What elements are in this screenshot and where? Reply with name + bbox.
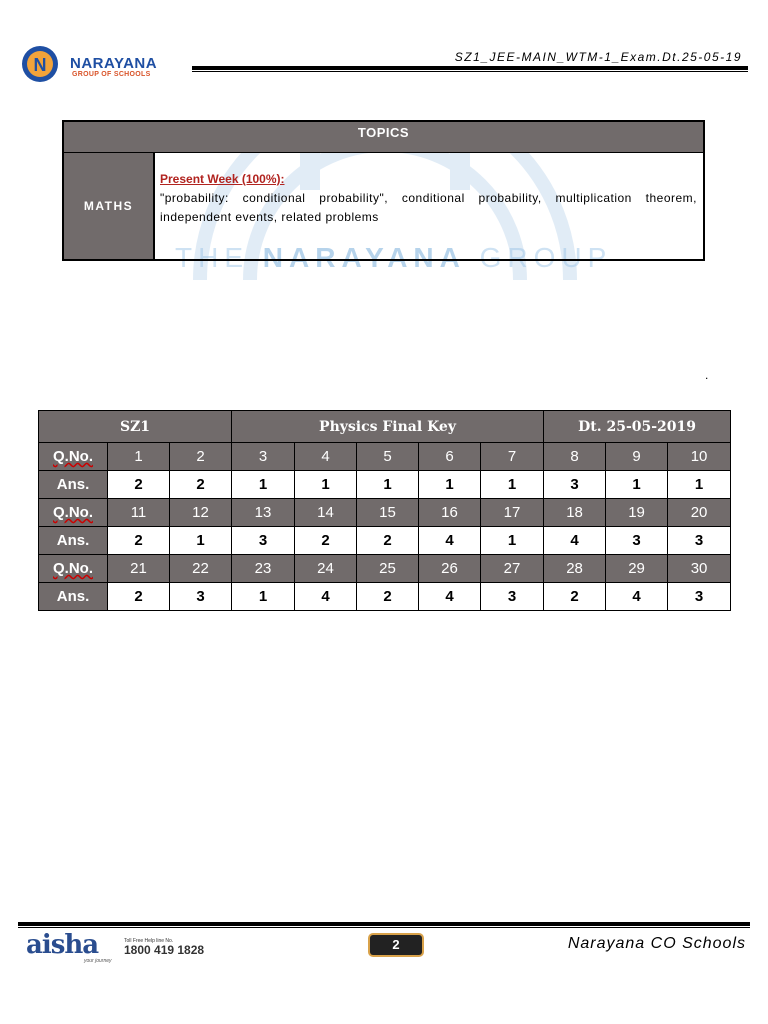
question-number-cell: 18 [544,499,606,527]
question-number-cell: 30 [668,555,731,583]
topics-heading: TOPICS [64,122,703,153]
header-divider-thin [192,71,748,72]
question-number-cell: 27 [481,555,544,583]
question-number-cell: 19 [606,499,668,527]
question-number-cell: 2 [170,443,232,471]
answer-cell: 1 [170,527,232,555]
ans-label: Ans. [39,527,108,555]
aisha-tagline: your journey [84,958,112,964]
answer-cell: 2 [357,527,419,555]
helpline-number: 1800 419 1828 [124,943,205,957]
answer-cell: 1 [668,471,731,499]
logo-subtitle: GROUP OF SCHOOLS [72,71,151,78]
question-number-cell: 20 [668,499,731,527]
question-number-cell: 1 [108,443,170,471]
question-number-cell: 15 [357,499,419,527]
key-date: Dt. 25-05-2019 [544,411,731,443]
footer-divider-thin [18,927,750,928]
answer-cell: 3 [170,583,232,611]
answer-cell: 3 [481,583,544,611]
question-number-row [39,443,731,471]
question-number-cell: 26 [419,555,481,583]
answer-cell: 1 [481,527,544,555]
answer-cell: 4 [419,527,481,555]
question-number-cell: 24 [295,555,357,583]
answer-cell: 4 [544,527,606,555]
question-number-cell: 13 [232,499,295,527]
question-number-cell: 22 [170,555,232,583]
answer-cell: 2 [108,527,170,555]
qno-label: Q.No. [39,499,108,527]
answer-cell: 3 [668,583,731,611]
question-number-cell: 12 [170,499,232,527]
answer-cell: 2 [170,471,232,499]
question-number-cell: 4 [295,443,357,471]
answer-key-title-row [39,411,731,443]
exam-code: SZ1_JEE-MAIN_WTM-1_Exam.Dt.25-05-19 [454,50,742,64]
answer-cell: 3 [606,527,668,555]
question-number-cell: 7 [481,443,544,471]
subject-label: MATHS [64,153,155,259]
qno-label: Q.No. [39,555,108,583]
answer-cell: 1 [419,471,481,499]
answer-row [39,527,731,555]
question-number-cell: 3 [232,443,295,471]
question-number-cell: 23 [232,555,295,583]
question-number-cell: 8 [544,443,606,471]
answer-cell: 1 [232,471,295,499]
question-number-cell: 11 [108,499,170,527]
week-label: Present Week (100%): [160,172,285,186]
answer-key-table [38,410,731,611]
page-number: 2 [370,935,422,955]
topics-box [62,120,705,261]
answer-cell: 2 [357,583,419,611]
helpline-label: Toll Free Help line No. [124,938,174,944]
header-divider [192,66,748,70]
question-number-row [39,555,731,583]
answer-cell: 2 [295,527,357,555]
question-number-cell: 25 [357,555,419,583]
answer-cell: 3 [232,527,295,555]
question-number-cell: 6 [419,443,481,471]
answer-cell: 4 [606,583,668,611]
topics-text: "probability: conditional probability", conditional probability, multiplication theorem, independent events, related problems [160,191,697,224]
svg-text:N: N [33,55,47,75]
answer-cell: 2 [108,583,170,611]
ans-label: Ans. [39,583,108,611]
answer-row [39,471,731,499]
answer-cell: 2 [108,471,170,499]
answer-cell: 2 [544,583,606,611]
footer-brand: Narayana CO Schools [567,935,746,952]
batch-code: SZ1 [39,411,232,443]
answer-cell: 1 [232,583,295,611]
answer-cell: 4 [419,583,481,611]
qno-label: Q.No. [39,443,108,471]
answer-cell: 1 [481,471,544,499]
stray-mark: . [705,368,709,382]
question-number-cell: 16 [419,499,481,527]
answer-cell: 4 [295,583,357,611]
logo-name: NARAYANA [70,55,158,72]
answer-row [39,583,731,611]
answer-cell: 1 [295,471,357,499]
question-number-row [39,499,731,527]
answer-cell: 1 [606,471,668,499]
question-number-cell: 17 [481,499,544,527]
key-title: Physics Final Key [232,411,544,443]
question-number-cell: 28 [544,555,606,583]
aisha-logo: aisha [26,930,99,960]
topics-description [160,170,697,227]
question-number-cell: 5 [357,443,419,471]
answer-cell: 3 [668,527,731,555]
question-number-cell: 9 [606,443,668,471]
answer-cell: 1 [357,471,419,499]
question-number-cell: 29 [606,555,668,583]
question-number-cell: 14 [295,499,357,527]
question-number-cell: 21 [108,555,170,583]
question-number-cell: 10 [668,443,731,471]
narayana-emblem-icon [18,44,70,84]
answer-cell: 3 [544,471,606,499]
footer-divider [18,922,750,926]
watermark-text: THE NARAYANA GROUP [175,242,613,273]
ans-label: Ans. [39,471,108,499]
